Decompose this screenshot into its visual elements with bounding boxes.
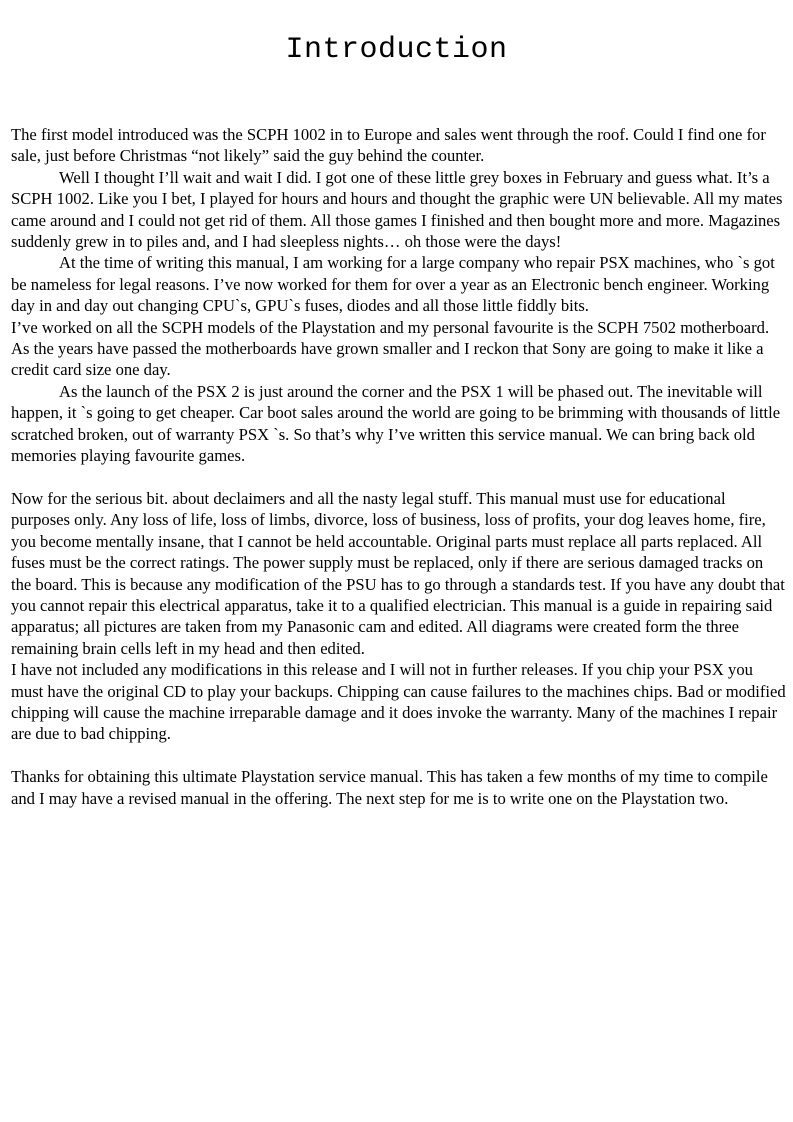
paragraph-grey-box: Well I thought I’ll wait and wait I did. I got one of these little grey boxes in February and guess what. It’s a SCPH 1002. Like you I bet, I played for hours and hours and thought the graphic were UN believable. All my mates came around and I could not get rid of them. All those games I finished and then bought more and more. Magazines suddenly grew in to piles and, and I had sleepless nights… oh those were the days! [11, 167, 783, 252]
paragraph-disclaimer: Now for the serious bit. about declaimers and all the nasty legal stuff. This manual must use for educational purposes only. Any loss of life, loss of limbs, divorce, loss of business, loss of profits, your dog leaves home, fire, you become mentally insane, that I cannot be held accountable. Original parts must replace all parts replaced. All fuses must be the correct ratings. The power supply must be replaced, only if there are serious damaged tracks on the board. This is because any modification of the PSU has to go through a standards test. If you have any doubt that you cannot repair this electrical apparatus, take it to a qualified electrician. This manual is a guide in repairing said apparatus; all pictures are taken from my Panasonic cam and edited. All diagrams were created form the three remaining brain cells left in my head and then edited. [11, 488, 785, 658]
page-title: Introduction [285, 33, 508, 67]
paragraph-modifications: I have not included any modifications in this release and I will not in further releases. If you chip your PSX you must have the original CD to play your backups. Chipping can cause failures to the machines chips. Bad or modified chipping will cause the machine irreparable damage and it does invoke the warranty. Many of the machines I repair are due to bad chipping. [11, 660, 786, 744]
paragraph-thanks: Thanks for obtaining this ultimate Playstation service manual. This has taken a few months of my time to compile and I may have a revised manual in the offering. The next step for me is to write one on the Playstation two. [11, 767, 768, 808]
body-text [11, 124, 786, 809]
paragraph-writing-manual: At the time of writing this manual, I am working for a large company who repair PSX machines, who `s got be nameless for legal reasons. I’ve now worked for them for over a year as an Electronic bench engineer. Working day in and day out changing CPU`s, GPU`s fuses, diodes and all those little fiddly bits. [11, 253, 775, 316]
paragraph-psx2-launch: As the launch of the PSX 2 is just around the corner and the PSX 1 will be phased out. The inevitable will happen, it `s going to get cheaper. Car boot sales around the world are going to be brimming with thousands of little scratched broken, out of warranty PSX `s. So that’s why I’ve written this service manual. We can bring back old memories playing favourite games. [11, 381, 781, 466]
paragraph-scph-models: I’ve worked on all the SCPH models of the Playstation and my personal favourite is the SCPH 7502 motherboard. As the years have passed the motherboards have grown smaller and I reckon that Sony are going to make it like a credit card size one day. [11, 317, 770, 380]
paragraph-first-model: The first model introduced was the SCPH 1002 in to Europe and sales went through the roof. Could I find one for sale, just before Christmas “not likely” said the guy behind the counter. [11, 125, 766, 166]
